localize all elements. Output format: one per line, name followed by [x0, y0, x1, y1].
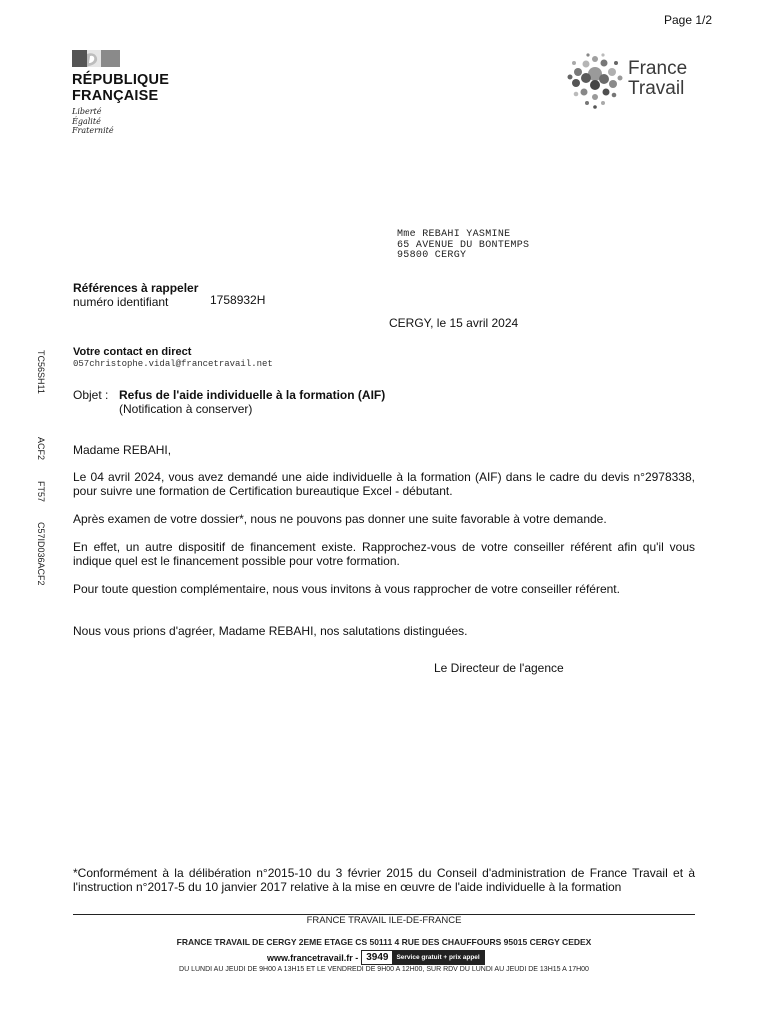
letter-paragraph-2: Après examen de votre dossier*, nous ne pouvons pas donner une suite favorable à votre demande. [73, 512, 607, 526]
footnote: *Conformément à la délibération n°2015-10 du 3 février 2015 du Conseil d'administration de France Travail et à l'instruction n°2017-5 du 10 janvier 2017 relative à la mise en œuvre de l'aide individuelle à la formation [73, 866, 695, 894]
recipient-name: Mme REBAHI YASMINE [397, 229, 511, 240]
page-number: Page 1/2 [664, 13, 713, 27]
recipient-address [397, 230, 529, 262]
letter-closing: Nous vous prions d'agréer, Madame REBAHI, nos salutations distinguées. [73, 624, 468, 638]
ft-name-line2: Travail [628, 78, 685, 99]
contact-title: Votre contact en direct [73, 346, 192, 358]
recipient-city: 95800 CERGY [397, 250, 467, 261]
rf-title-line1: RÉPUBLIQUE [72, 72, 170, 88]
marianne-flag-icon [72, 50, 120, 67]
date-line: CERGY, le 15 avril 2024 [389, 316, 519, 330]
footer-contact-line [267, 950, 485, 965]
margin-code-2: ACF2 [36, 437, 46, 461]
references-title: Références à rappeler [73, 281, 199, 295]
france-travail-logo [566, 52, 696, 112]
phone-service-tag: Service gratuit + prix appel [392, 951, 483, 964]
letter-paragraph-1: Le 04 avril 2024, vous avez demandé une aide individuelle à la formation (AIF) dans le cadre du devis n°2978338, pour suivre une formation de Certification bureautique Excel - débutant. [73, 470, 695, 498]
footer-organisation: FRANCE TRAVAIL ILE-DE-FRANCE [306, 915, 462, 926]
reference-value: 1758932H [210, 293, 266, 307]
recipient-street: 65 AVENUE DU BONTEMPS [397, 239, 530, 251]
rf-motto-egalite: Égalité [72, 116, 101, 126]
phone-number: 3949 [362, 952, 392, 963]
republique-francaise-logo [72, 50, 182, 136]
subject-block [73, 389, 385, 416]
letter-body [73, 443, 695, 638]
france-travail-dots-icon [566, 52, 624, 110]
margin-code-1: TC56SH11 [36, 350, 46, 394]
rf-motto-fraternite: Fraternité [72, 126, 114, 135]
margin-code-3: FT57 [36, 481, 46, 503]
letter-salutation: Madame REBAHI, [73, 443, 172, 457]
letter-paragraph-3: En effet, un autre dispositif de financement existe. Rapprochez-vous de votre conseiller référent afin qu'il vous indique quel est le financement possible pour votre formation. [73, 540, 695, 568]
subject-title: Refus de l'aide individuelle à la formation (AIF) [119, 388, 386, 402]
rf-motto-liberte: Liberté [72, 107, 102, 116]
ft-name-line1: France [628, 58, 688, 79]
signature: Le Directeur de l'agence [434, 661, 564, 675]
footer-address: FRANCE TRAVAIL DE CERGY 2EME ETAGE CS 50111 4 RUE DES CHAUFFOURS 95015 CERGY CEDEX [176, 937, 592, 947]
website-link[interactable]: www.francetravail.fr - [267, 952, 359, 963]
contact-block [73, 346, 273, 369]
subject-label: Objet : [73, 388, 109, 402]
phone-badge [361, 950, 485, 965]
rf-title-line2: FRANÇAISE [72, 88, 159, 104]
contact-email: 057christophe.vidal@francetravail.net [73, 359, 273, 369]
letter-paragraph-4: Pour toute question complémentaire, nous vous invitons à vous rapprocher de votre conseiller référent. [73, 582, 620, 596]
references-block [73, 281, 266, 309]
margin-code-4: C57ID036ACF2 [36, 522, 46, 586]
footer-opening-hours: DU LUNDI AU JEUDI DE 9H00 A 13H15 ET LE VENDREDI DE 9H00 A 12H00, SUR RDV DU LUNDI AU JEUDI DE 13H15 A 17H00 [179, 966, 589, 973]
reference-label: numéro identifiant [73, 295, 169, 309]
subject-subtitle: (Notification à conserver) [119, 401, 253, 416]
